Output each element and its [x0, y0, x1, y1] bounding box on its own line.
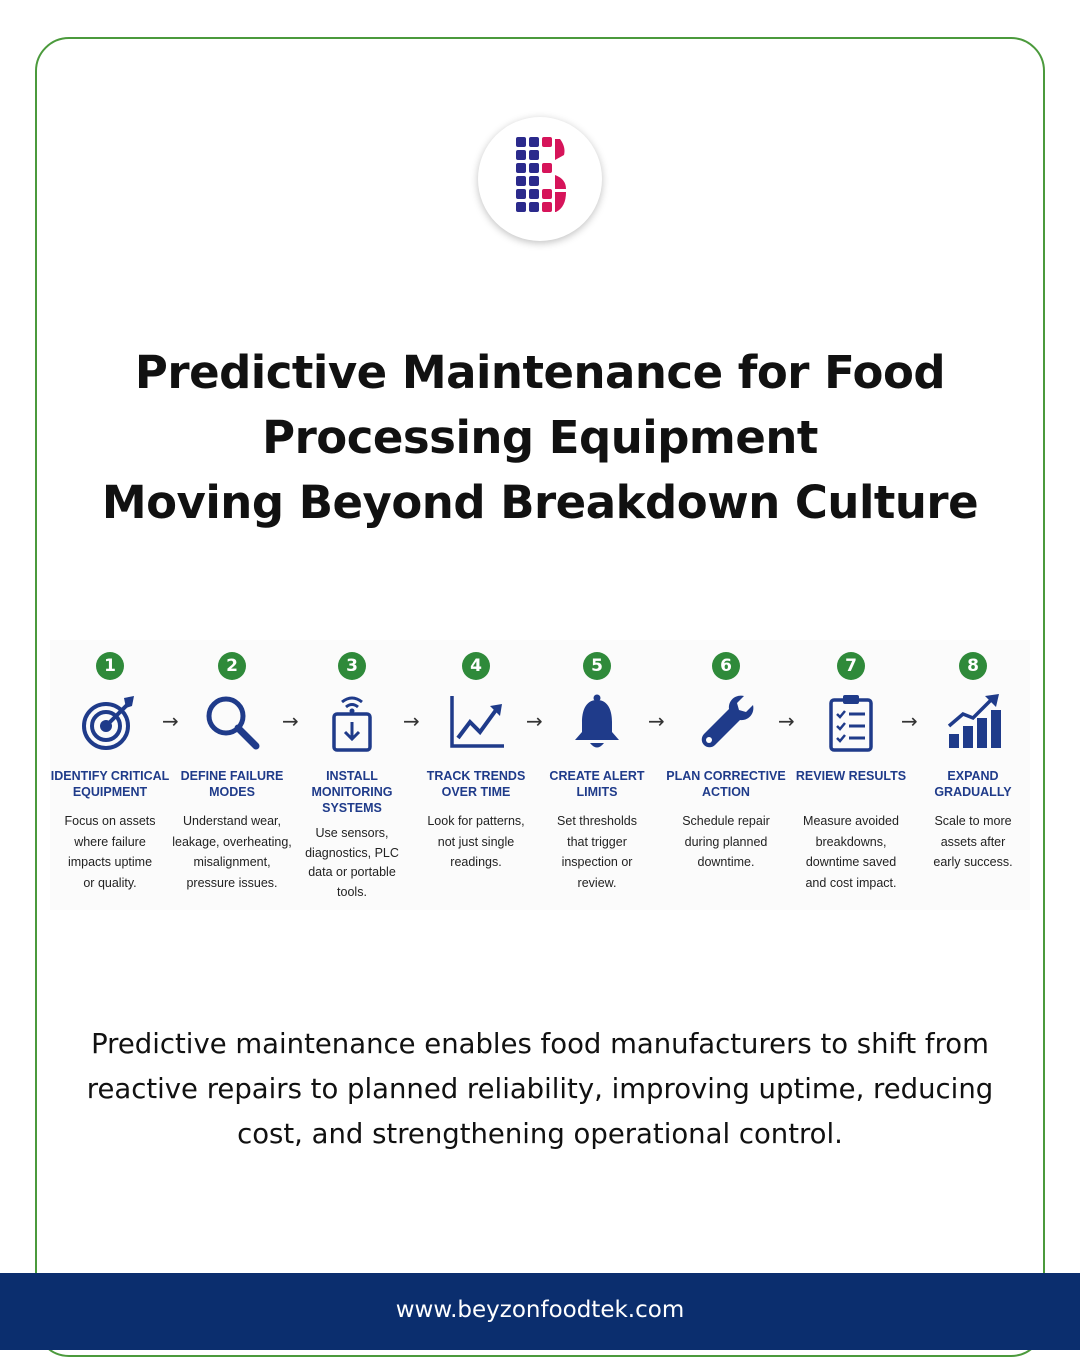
step-title: EXPAND GRADUALLY: [934, 769, 1012, 799]
step-title: DEFINE FAILURE MODES: [180, 769, 284, 799]
clipboard-checklist-icon: [821, 692, 881, 752]
arrow-icon: →: [282, 709, 299, 733]
arrow-icon: →: [403, 709, 420, 733]
arrow-icon: →: [162, 709, 179, 733]
growth-bars-icon: [943, 692, 1003, 752]
step-number-badge: 4: [462, 652, 490, 680]
step-number-badge: 8: [959, 652, 987, 680]
brand-logo: [478, 117, 602, 241]
title-line-1: Predictive Maintenance for Food: [134, 346, 946, 399]
step-description: Measure avoided breakdowns, downtime saved and cost impact.: [803, 814, 899, 890]
target-icon: [80, 692, 140, 752]
step-description: Set thresholds that trigger inspection or review.: [557, 814, 637, 890]
magnifier-icon: [202, 692, 262, 752]
step-number-badge: 6: [712, 652, 740, 680]
step-description: Scale to more assets after early success.: [933, 814, 1013, 869]
page-title: [60, 340, 1020, 535]
beyzon-b-logo-icon: [478, 117, 602, 241]
step-description: Use sensors, diagnostics, PLC data or portable tools.: [305, 826, 399, 899]
process-steps: [50, 640, 1030, 910]
footer-bar: [0, 1273, 1080, 1350]
step-description: Understand wear, leakage, overheating, misalignment, pressure issues.: [172, 814, 292, 890]
bell-icon: [567, 692, 627, 752]
summary-text: Predictive maintenance enables food manufacturers to shift from reactive repairs to planned reliability, improving uptime, reducing cost, and strengthening operational control.: [86, 1028, 994, 1150]
step-number-badge: 2: [218, 652, 246, 680]
step-title: PLAN CORRECTIVE ACTION: [666, 769, 786, 799]
step-title: REVIEW RESULTS: [795, 769, 907, 783]
arrow-icon: →: [901, 709, 918, 733]
title-line-3: Moving Beyond Breakdown Culture: [101, 476, 979, 529]
step-number-badge: 5: [583, 652, 611, 680]
arrow-icon: →: [526, 709, 543, 733]
step-title: IDENTIFY CRITICAL EQUIPMENT: [50, 769, 170, 799]
arrow-icon: →: [648, 709, 665, 733]
step-number-badge: 1: [96, 652, 124, 680]
wrench-icon: [696, 692, 756, 752]
step-title: CREATE ALERT LIMITS: [549, 769, 645, 799]
title-line-2: Processing Equipment: [262, 411, 818, 464]
step-title: INSTALL MONITORING SYSTEMS: [311, 769, 393, 815]
website-link[interactable]: www.beyzonfoodtek.com: [395, 1297, 685, 1323]
step-description: Look for patterns, not just single readings.: [427, 814, 525, 869]
arrow-icon: →: [778, 709, 795, 733]
sensor-icon: [322, 692, 382, 752]
step-number-badge: 7: [837, 652, 865, 680]
step-number-badge: 3: [338, 652, 366, 680]
step-description: Focus on assets where failure impacts uptime or quality.: [64, 814, 156, 890]
trend-chart-icon: [446, 692, 506, 752]
step-title: TRACK TRENDS OVER TIME: [426, 769, 526, 799]
step-description: Schedule repair during planned downtime.: [682, 814, 770, 869]
